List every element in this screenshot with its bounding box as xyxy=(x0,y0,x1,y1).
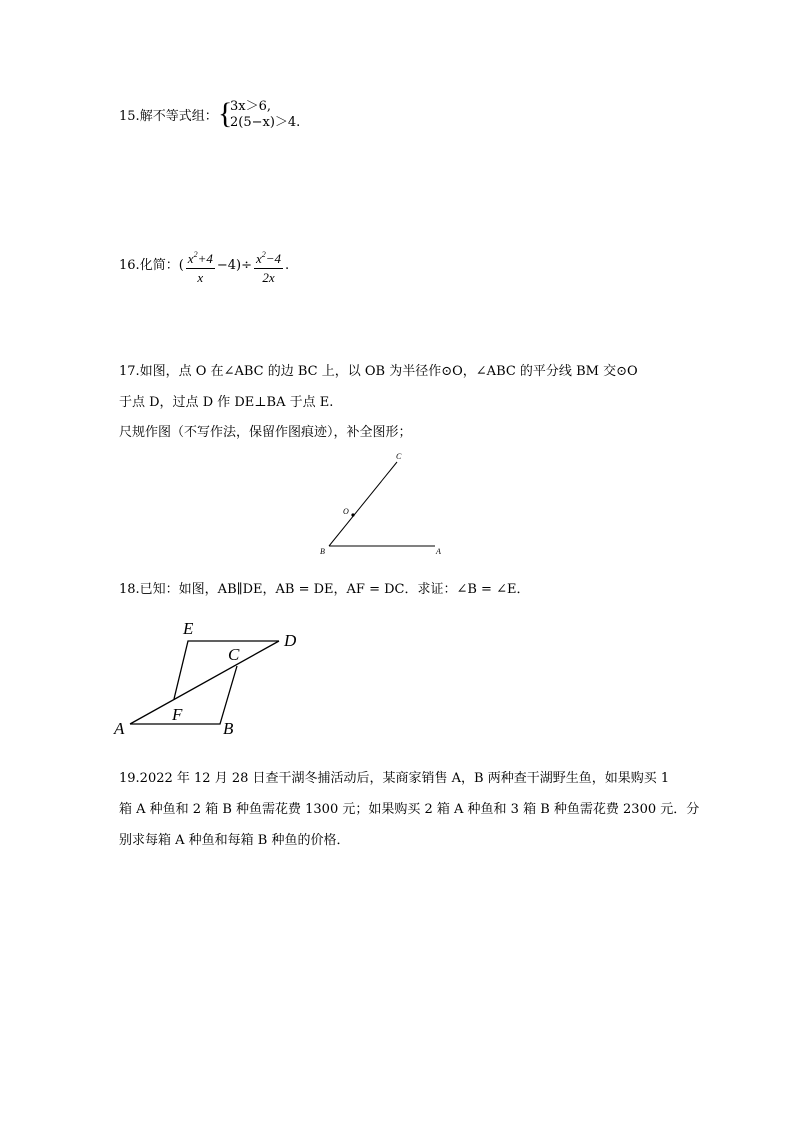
label-c: C xyxy=(228,645,240,664)
fraction-2-numerator-var: x xyxy=(255,250,262,266)
system-brace: { xyxy=(218,97,233,130)
segment-a-d xyxy=(130,641,279,724)
fraction-1-denominator: x xyxy=(197,269,204,285)
ray-bc xyxy=(329,462,397,546)
fraction-2-numerator-rest: −4 xyxy=(265,250,282,266)
fraction-2: $\frac{x^2-4}{2x}$ xyxy=(254,246,283,287)
question-16 xyxy=(119,246,289,286)
question-16-label: 化简： xyxy=(139,258,179,273)
label-e: E xyxy=(183,619,194,638)
label-d: D xyxy=(284,631,297,650)
label-o: O xyxy=(343,507,349,516)
question-16-number: 16. xyxy=(119,258,140,273)
question-17-line-1: 17.如图，点 O 在∠ABC 的边 BC 上，以 OB 为半径作⊙O，∠ABC 的平分线 BM 交⊙O xyxy=(119,364,638,379)
fraction-1-numerator-var: x xyxy=(187,250,194,266)
minus-four-divide: −4)÷ xyxy=(216,258,252,273)
label-c: C xyxy=(396,452,402,461)
question-15-number: 15. xyxy=(119,109,140,124)
question-17-line-3: 尺规作图（不写作法，保留作图痕迹），补全图形； xyxy=(119,425,412,440)
figure-angle-abc xyxy=(310,448,460,558)
label-b: B xyxy=(320,547,325,556)
fraction-2-denominator: 2x xyxy=(262,269,275,285)
label-b: B xyxy=(223,719,234,738)
label-a: A xyxy=(436,547,441,556)
fraction-1: $\frac{x^2+4}{x}$ xyxy=(186,246,215,287)
question-18-text: 18.已知：如图，AB∥DE，AB = DE，AF = DC．求证：∠B = ∠E． xyxy=(119,582,530,597)
fraction-1-numerator-rest: +4 xyxy=(197,250,213,266)
question-17-line-2: 于点 D，过点 D 作 DE⊥BA 于点 E. xyxy=(119,395,334,410)
question-19-line-1: 19.2022 年 12 月 28 日查干湖冬捕活动后，某商家销售 A，B 两种查干湖野生鱼，如果购买 1 xyxy=(119,771,670,786)
label-a: A xyxy=(114,719,125,738)
question-16-end: . xyxy=(285,258,290,273)
inequality-line-1: 3x＞6, xyxy=(230,99,272,114)
figure-parallelogram xyxy=(110,610,310,740)
question-15 xyxy=(119,107,218,127)
question-15-label: 解不等式组： xyxy=(139,109,218,124)
inequality-line-2: 2(5−x)＞4. xyxy=(230,115,301,130)
label-f: F xyxy=(172,705,183,724)
question-19-line-2: 箱 A 种鱼和 2 箱 B 种鱼需花费 1300 元；如果购买 2 箱 A 种鱼和 3 箱 B 种鱼需花费 2300 元．分 xyxy=(119,802,700,817)
open-paren: ( xyxy=(178,258,184,273)
point-o xyxy=(351,513,354,516)
question-19-line-3: 别求每箱 A 种鱼和每箱 B 种鱼的价格． xyxy=(119,833,350,848)
